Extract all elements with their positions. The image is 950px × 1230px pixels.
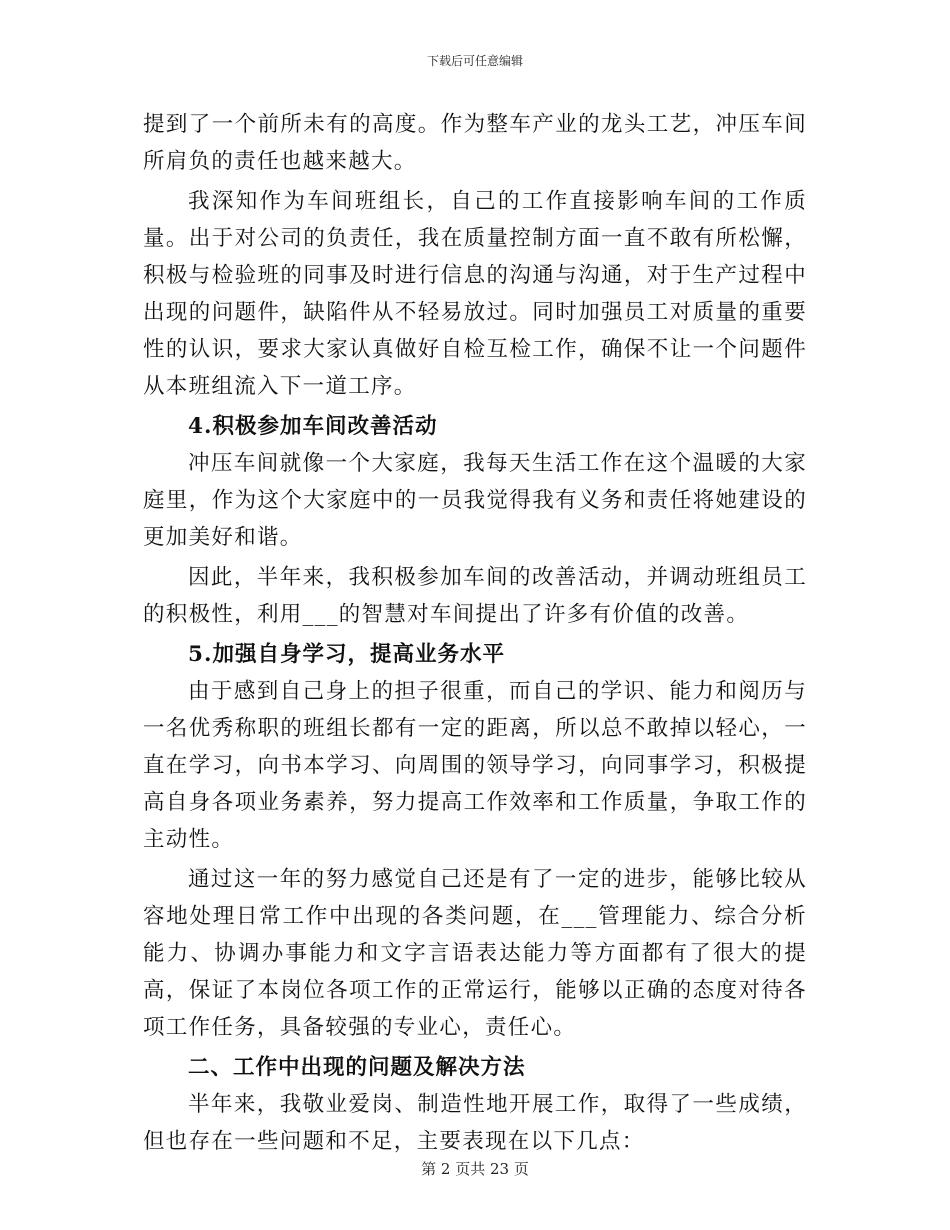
document-body — [143, 106, 807, 1160]
paragraph-2: 我深知作为车间班组长，自己的工作直接影响车间的工作质量。出于对公司的负责任，我在质量控制方面一直不敢有所松懈，积极与检验班的同事及时进行信息的沟通与沟通，对于生产过程中出现的问题件，缺陷件从不轻易放过。同时加强员工对质量的重要性的认识，要求大家认真做好自检互检工作，确保不让一个问题件从本班组流入下一道工序。 — [143, 189, 807, 399]
section-heading-2: 二、工作中出现的问题及解决方法 — [188, 1055, 526, 1080]
paragraph-7: 半年来，我敬业爱岗、制造性地开展工作，取得了一些成绩，但也存在一些问题和不足，主要表现在以下几点： — [143, 1092, 807, 1154]
page-footer: 第 2 页共 23 页 — [421, 1160, 529, 1178]
paragraph-6: 通过这一年的努力感觉自己还是有了一定的进步，能够比较从容地处理日常工作中出现的各类问题，在___管理能力、综合分析能力、协调办事能力和文字言语表达能力等方面都有了很大的提高，保证了本岗位各项工作的正常运行，能够以正确的态度对待各项工作任务，具备较强的专业心，责任心。 — [143, 867, 807, 1040]
section-heading-4: 4.积极参加车间改善活动 — [188, 414, 438, 439]
paragraph-4: 因此，半年来，我积极参加车间的改善活动，并调动班组员工的积极性，利用___的智慧对车间提出了许多有价值的改善。 — [143, 565, 807, 627]
page-header: 下载后可任意编辑 — [426, 54, 523, 68]
paragraph-3: 冲压车间就像一个大家庭，我每天生活工作在这个温暖的大家庭里，作为这个大家庭中的一员我觉得我有义务和责任将她建设的更加美好和谐。 — [143, 451, 807, 550]
paragraph-5: 由于感到自己身上的担子很重，而自己的学识、能力和阅历与一名优秀称职的班组长都有一定的距离，所以总不敢掉以轻心，一直在学习，向书本学习、向周围的领导学习，向同事学习，积极提高自身各项业务素养，努力提高工作效率和工作质量，争取工作的主动性。 — [143, 679, 807, 852]
paragraph-1: 提到了一个前所未有的高度。作为整车产业的龙头工艺，冲压车间所肩负的责任也越来越大。 — [143, 112, 807, 174]
section-heading-5: 5.加强自身学习，提高业务水平 — [188, 642, 505, 667]
